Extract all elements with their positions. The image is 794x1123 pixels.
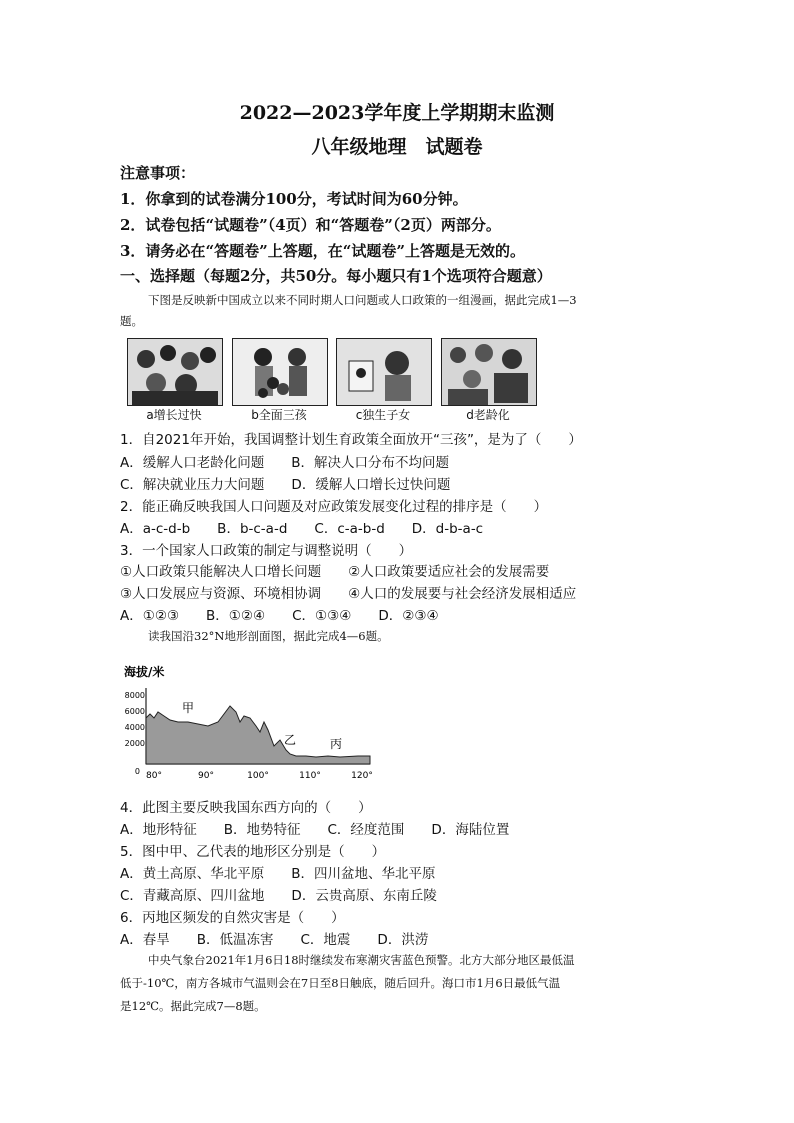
exam-title: 2022—2023学年度上学期期末监测 xyxy=(239,102,555,124)
profile-label-yi: 乙 xyxy=(284,733,297,747)
question-statement: ③人口发展应与资源、环境相协调 ④人口的发展要与社会经济发展相适应 xyxy=(120,586,577,602)
profile-xtick: 90° xyxy=(198,771,214,781)
terrain-area xyxy=(146,706,370,764)
intro-paragraph: 低于-10℃，南方各城市气温则会在7日至8日触底，随后回升。海口市1月6日最低气温 xyxy=(120,976,561,990)
note-item: 2．试卷包括“试题卷”（4页）和“答题卷”（2页）两部分。 xyxy=(120,216,501,234)
profile-ytick: 6000 xyxy=(124,707,145,716)
comic-image-d xyxy=(441,338,537,406)
profile-ytick: 8000 xyxy=(124,691,145,700)
question-options: C．解决就业压力大问题 D．缓解人口增长过快问题 xyxy=(120,477,451,493)
profile-label-bing: 丙 xyxy=(330,737,343,751)
notes-heading: 注意事项： xyxy=(120,164,196,182)
question-stem: 3．一个国家人口政策的制定与调整说明（ ） xyxy=(120,543,413,559)
profile-ytick: 2000 xyxy=(124,739,145,748)
intro-paragraph: 下图是反映新中国成立以来不同时期人口问题或人口政策的一组漫画，据此完成1—3 xyxy=(148,293,577,307)
profile-ylabel: 海拔/米 xyxy=(124,665,165,679)
terrain-profile-figure xyxy=(118,656,378,786)
intro-paragraph: 题。 xyxy=(120,314,143,328)
question-options: A．a-c-d-b B．b-c-a-d C．c-a-b-d D．d-b-a-c xyxy=(120,521,484,537)
profile-xtick: 100° xyxy=(247,771,269,781)
question-options: A．春旱 B．低温冻害 C．地震 D．洪涝 xyxy=(120,932,429,948)
exam-subtitle: 八年级地理 试题卷 xyxy=(311,136,483,158)
profile-label-jia: 甲 xyxy=(182,701,195,715)
intro-paragraph: 是12℃。据此完成7—8题。 xyxy=(120,999,266,1013)
profile-xtick: 120° xyxy=(351,771,373,781)
question-options: C．青藏高原、四川盆地 D．云贵高原、东南丘陵 xyxy=(120,888,437,904)
question-stem: 1．自2021年开始，我国调整计划生育政策全面放开“三孩”，是为了（ ） xyxy=(120,432,582,448)
question-stem: 4．此图主要反映我国东西方向的（ ） xyxy=(120,800,372,816)
profile-ytick: 0 xyxy=(134,767,140,776)
note-item: 3．请务必在“答题卷”上答题，在“试题卷”上答题是无效的。 xyxy=(120,242,525,260)
comic-caption: b全面三孩 xyxy=(251,408,307,422)
comic-image-b xyxy=(232,338,328,406)
intro-paragraph: 读我国沿32°N地形剖面图，据此完成4—6题。 xyxy=(148,629,389,643)
question-options: A．地形特征 B．地势特征 C．经度范围 D．海陆位置 xyxy=(120,822,510,838)
section-heading: 一、选择题（每题2分，共50分。每小题只有1个选项符合题意） xyxy=(120,267,552,285)
comic-caption: c独生子女 xyxy=(355,408,411,422)
comic-image-c xyxy=(336,338,432,406)
question-options: A．①②③ B．①②④ C．①③④ D．②③④ xyxy=(120,608,439,624)
question-stem: 5．图中甲、乙代表的地形区分别是（ ） xyxy=(120,844,386,860)
question-stem: 2．能正确反映我国人口问题及对应政策发展变化过程的排序是（ ） xyxy=(120,499,548,515)
comic-caption: d老龄化 xyxy=(466,408,510,422)
intro-paragraph: 中央气象台2021年1月6日18时继续发布寒潮灾害蓝色预警。北方大部分地区最低温 xyxy=(148,953,575,967)
question-statement: ①人口政策只能解决人口增长问题 ②人口政策要适应社会的发展需要 xyxy=(120,564,550,580)
profile-xtick: 110° xyxy=(299,771,321,781)
question-stem: 6．丙地区频发的自然灾害是（ ） xyxy=(120,910,345,926)
comic-image-a xyxy=(127,338,223,406)
question-options: A．缓解人口老龄化问题 B．解决人口分布不均问题 xyxy=(120,455,449,471)
profile-ytick: 4000 xyxy=(124,723,145,732)
profile-xtick: 80° xyxy=(146,771,162,781)
note-item: 1．你拿到的试卷满分100分，考试时间为60分钟。 xyxy=(120,190,468,208)
comic-caption: a增长过快 xyxy=(146,408,202,422)
question-options: A．黄土高原、华北平原 B．四川盆地、华北平原 xyxy=(120,866,436,882)
